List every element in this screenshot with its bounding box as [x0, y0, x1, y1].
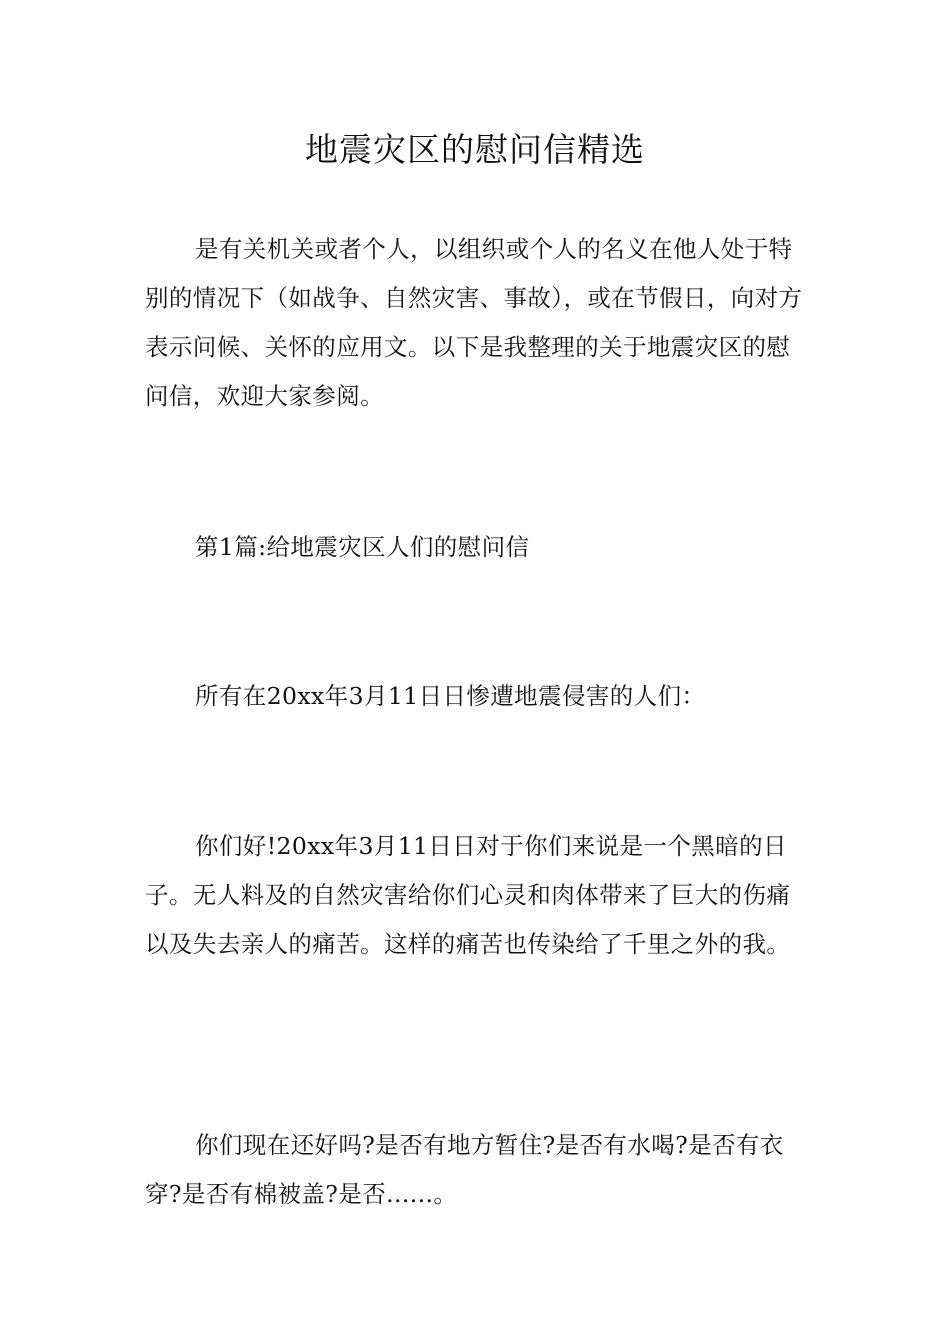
intro-paragraph: 是有关机关或者个人，以组织或个人的名义在他人处于特别的情况下（如战争、自然灾害、事故），或在节假日，向对方表示问候、关怀的应用文。以下是我整理的关于地震灾区的慰问信，欢迎大家参阅。 — [145, 235, 803, 410]
section-heading: 第1篇:给地震灾区人们的慰问信 — [195, 533, 530, 561]
salutation-line: 所有在20xx年3月11日日惨遭地震侵害的人们： — [195, 682, 706, 710]
body-paragraph: 你们现在还好吗?是否有地方暂住?是否有水喝?是否有衣穿?是否有棉被盖?是否......。 — [145, 1131, 784, 1208]
body-paragraph: 你们好!20xx年3月11日日对于你们来说是一个黑暗的日子。无人料及的自然灾害给你们心灵和肉体带来了巨大的伤痛以及失去亲人的痛苦。这样的痛苦也传染给了千里之外的我。 — [145, 832, 791, 958]
document-title: 地震灾区的慰问信精选 — [305, 130, 645, 169]
